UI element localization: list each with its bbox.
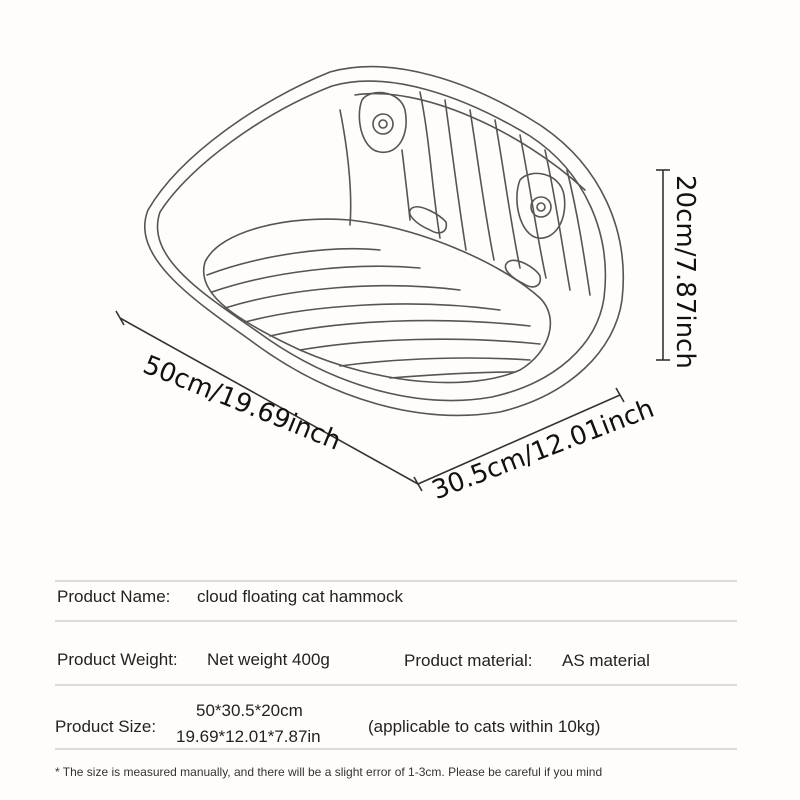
height-dimension-label: 20cm/7.87inch	[670, 175, 700, 369]
product-weight-label: Product Weight:	[57, 650, 178, 669]
product-size-cm: 50*30.5*20cm	[196, 701, 303, 720]
divider	[55, 684, 737, 686]
product-name-value: cloud floating cat hammock	[197, 587, 403, 606]
footnote: * The size is measured manually, and there will be a slight error of 1-3cm. Please be careful if you mind	[55, 765, 603, 779]
wall-mount-right	[517, 173, 565, 238]
product-specs	[0, 560, 800, 800]
width-dimension-label: 50cm/19.69inch	[138, 350, 346, 457]
product-size-label: Product Size:	[55, 717, 157, 736]
divider	[55, 748, 737, 750]
strap-slot-left	[410, 207, 447, 233]
divider	[55, 580, 737, 582]
product-size-in: 19.69*12.01*7.87in	[176, 727, 321, 746]
product-name-label: Product Name:	[57, 587, 171, 606]
wall-mount-left	[359, 93, 406, 153]
depth-dimension-label: 30.5cm/12.01inch	[428, 393, 659, 507]
strap-slot-right	[505, 260, 540, 286]
product-material-value: AS material	[562, 651, 650, 670]
hammock-outer-rim	[145, 67, 624, 416]
product-size-note: (applicable to cats within 10kg)	[368, 717, 601, 736]
product-material-label: Product material:	[404, 651, 533, 670]
divider	[55, 620, 737, 622]
product-weight-value: Net weight 400g	[207, 650, 330, 669]
